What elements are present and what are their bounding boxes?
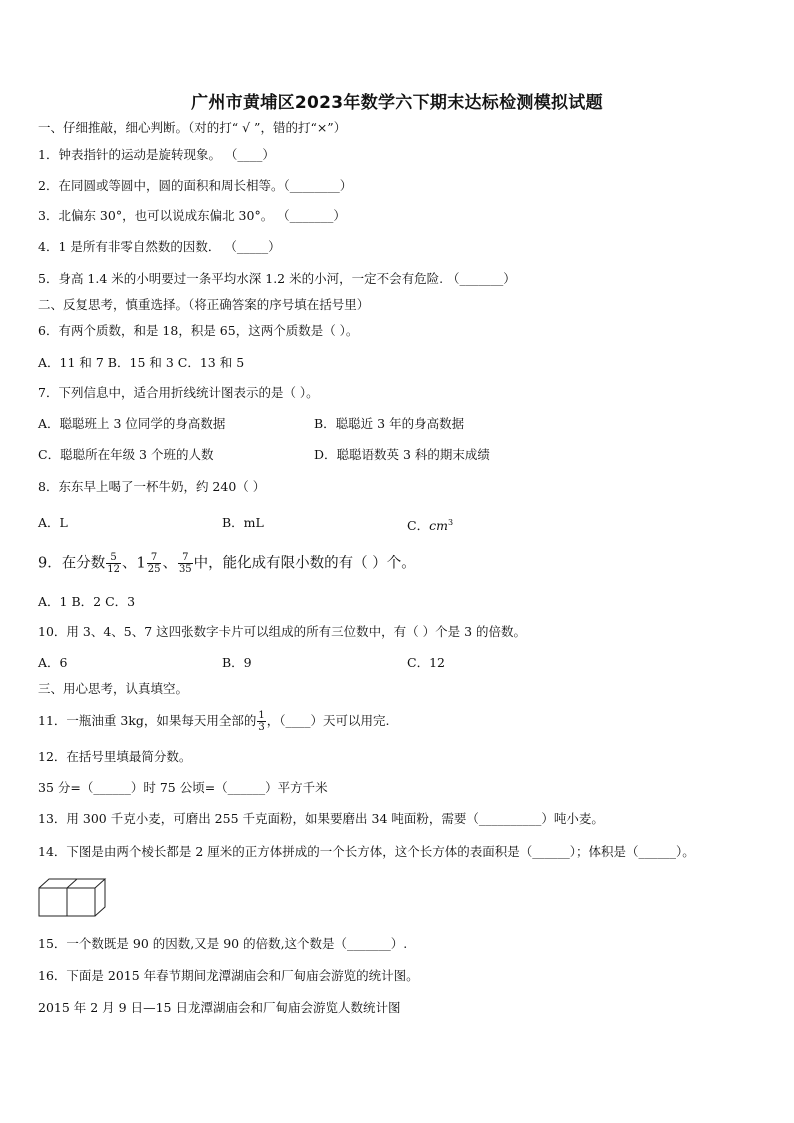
top-divider — [67, 879, 77, 888]
question-5: 5．身高 1.4 米的小明要过一条平均水深 1.2 米的小河，一定不会有危险. （_______） — [38, 271, 516, 286]
question-8-option-a: A．L — [38, 515, 68, 530]
q11-prefix: 11．一瓶油重 3kg，如果每天用全部的 — [38, 713, 257, 728]
question-14: 14．下图是由两个棱长都是 2 厘米的正方体拼成的一个长方体，这个长方体的表面积是（______）；体积是（______）。 — [38, 844, 695, 859]
side-face — [95, 879, 105, 916]
question-3: 3．北偏东 30°，也可以说成东偏北 30°。 （_______） — [38, 208, 346, 223]
question-4: 4．1 是所有非零自然数的因数． （_____） — [38, 239, 281, 254]
question-6-options: A．11 和 7 B．15 和 3 C．13 和 5 — [38, 355, 245, 370]
question-10: 10．用 3、4、5、7 这四张数字卡片可以组成的所有三位数中，有（ ）个是 3 的倍数。 — [38, 624, 527, 639]
question-7-option-c: C．聪聪所在年级 3 个班的人数 — [38, 447, 214, 462]
q9-prefix: 9．在分数 — [38, 555, 106, 572]
chart-caption: 2015 年 2 月 9 日—15 日龙潭湖庙会和厂甸庙会游览人数统计图 — [38, 1000, 401, 1015]
question-8: 8．东东早上喝了一杯牛奶，约 240（ ） — [38, 479, 266, 494]
question-16: 16．下面是 2015 年春节期间龙潭湖庙会和厂甸庙会游览的统计图。 — [38, 968, 419, 983]
front-face-right — [67, 888, 95, 916]
section-1-heading: 一、仔细推敲，细心判断。（对的打“ √ ”，错的打“×”） — [38, 120, 347, 135]
question-7-option-d: D．聪聪语数英 3 科的期末成绩 — [314, 447, 490, 462]
fraction-1-3: $\frac{1}{3}$ — [258, 710, 265, 733]
question-12-blanks: 35 分=（______）时 75 公顷=（______）平方千米 — [38, 780, 328, 795]
fraction-5-12: $\frac{5}{12}$ — [107, 552, 120, 575]
front-face-left — [39, 888, 67, 916]
question-8-option-c — [407, 515, 453, 534]
cuboid-figure — [38, 878, 108, 920]
question-9 — [38, 552, 416, 575]
option-c-prefix: C． — [407, 518, 430, 534]
section-2-heading: 二、反复思考，慎重选择。（将正确答案的序号填在括号里） — [38, 297, 370, 312]
question-9-options: A．1 B．2 C．3 — [38, 594, 136, 609]
q9-separator-2: 、 — [162, 555, 177, 572]
question-7: 7．下列信息中，适合用折线统计图表示的是（ ）。 — [38, 385, 319, 400]
fraction-7-35: $\frac{7}{35}$ — [178, 552, 192, 575]
question-7-option-a: A．聪聪班上 3 位同学的身高数据 — [38, 416, 226, 431]
question-10-option-a: A．6 — [38, 655, 68, 670]
question-8-option-b: B．mL — [222, 515, 264, 530]
section-3-heading: 三、用心思考，认真填空。 — [38, 681, 189, 696]
option-c-exponent: 3 — [447, 518, 454, 527]
fraction-7-25: $\frac{7}{25}$ — [147, 552, 161, 575]
question-1: 1．钟表指针的运动是旋转现象。 （____） — [38, 147, 275, 162]
question-13: 13．用 300 千克小麦，可磨出 255 千克面粉，如果要磨出 34 吨面粉，需要（__________）吨小麦。 — [38, 811, 604, 826]
question-12: 12．在括号里填最简分数。 — [38, 749, 192, 764]
question-15: 15．一个数既是 90 的因数,又是 90 的倍数,这个数是（_______）. — [38, 936, 408, 951]
question-10-option-c: C．12 — [407, 655, 445, 670]
q9-suffix: 中，能化成有限小数的有（ ）个。 — [193, 555, 416, 572]
q9-separator-1: 、1 — [121, 555, 146, 572]
q11-suffix: ，（____）天可以用完. — [266, 713, 390, 728]
question-6: 6．有两个质数，和是 18，积是 65，这两个质数是（ ）。 — [38, 323, 359, 338]
question-10-option-b: B．9 — [222, 655, 252, 670]
question-7-option-b: B．聪聪近 3 年的身高数据 — [314, 416, 465, 431]
option-c-unit: cm — [429, 518, 448, 534]
question-11 — [38, 710, 390, 733]
question-2: 2．在同圆或等圆中，圆的面积和周长相等。（________） — [38, 178, 353, 193]
page-title: 广州市黄埔区2023年数学六下期末达标检测模拟试题 — [191, 93, 603, 113]
